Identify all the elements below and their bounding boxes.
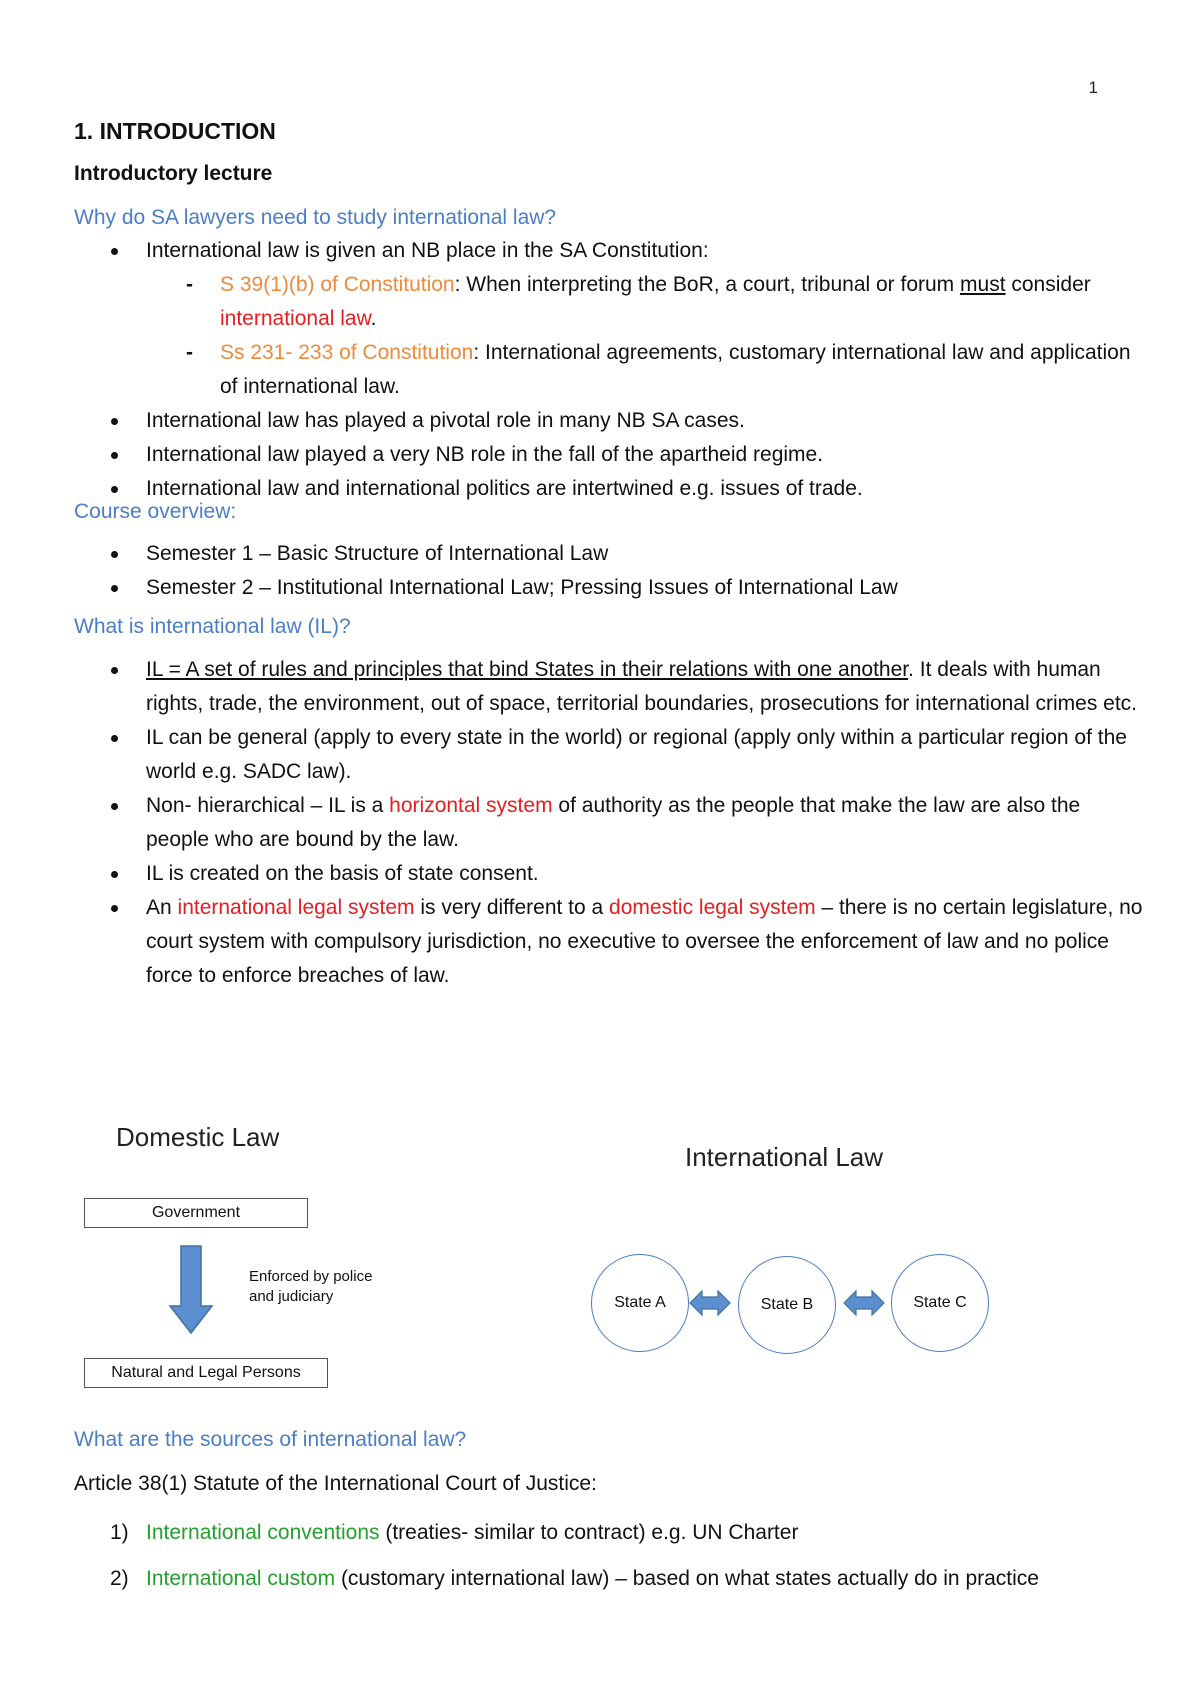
article-reference: Article 38(1) Statute of the International Court of Justice: — [74, 1472, 597, 1495]
section-reference: Ss 231- 233 of Constitution — [220, 341, 474, 364]
page-title: 1. INTRODUCTION — [74, 118, 276, 144]
state-b-circle: State B — [738, 1256, 836, 1354]
list-item: Semester 2 – Institutional International Law; Pressing Issues of International Law — [74, 571, 1144, 605]
highlight-international-law: international law — [220, 307, 371, 330]
list-item: Semester 1 – Basic Structure of International Law — [74, 537, 1144, 571]
page-number: 1 — [1088, 78, 1098, 97]
list-item: An international legal system is very different to a domestic legal system – there is no certain legislature, no court system with compulsory jurisdiction, no executive to oversee the enforcement of law and no police force to enforce breaches of law. — [74, 891, 1144, 993]
list-item: IL is created on the basis of state consent. — [74, 857, 1144, 891]
list-item: International law played a very NB role in the fall of the apartheid regime. — [74, 438, 1144, 472]
question-sources: What are the sources of international law? — [74, 1428, 467, 1451]
what-is-il-list — [74, 653, 1144, 993]
list-item: 2) International custom (customary international law) – based on what states actually do in practice — [110, 1567, 1039, 1590]
subheading: Introductory lecture — [74, 162, 273, 185]
state-a-circle: State A — [591, 1254, 689, 1352]
international-law-title: International Law — [685, 1142, 884, 1172]
question-what-is-il: What is international law (IL)? — [74, 615, 351, 638]
emphasis-must: must — [960, 273, 1006, 296]
highlight-international-legal-system: international legal system — [177, 896, 415, 919]
government-box: Government — [84, 1198, 308, 1228]
highlight-domestic-legal-system: domestic legal system — [609, 896, 816, 919]
why-study-list — [74, 234, 1144, 506]
highlight-horizontal-system: horizontal system — [389, 794, 553, 817]
list-item-text: International law is given an NB place in the SA Constitution: — [146, 239, 709, 262]
list-item: International law and international politics are intertwined e.g. issues of trade. — [74, 472, 1144, 506]
list-item — [74, 234, 1144, 404]
down-arrow-icon — [168, 1244, 214, 1336]
enforcement-note: Enforced by police and judiciary — [249, 1268, 373, 1305]
sources-list — [74, 1510, 1144, 1602]
state-c-circle: State C — [891, 1254, 989, 1352]
double-arrow-icon — [843, 1288, 885, 1318]
list-item: IL = A set of rules and principles that bind States in their relations with one another. It deals with human rights, trade, the environment, out of space, territorial boundaries, prosecutions for international crimes etc. — [74, 653, 1144, 721]
domestic-law-title: Domestic Law — [116, 1122, 280, 1152]
list-item: Non- hierarchical – IL is a horizontal system of authority as the people that make the law are also the people who are bound by the law. — [74, 789, 1144, 857]
section-reference: S 39(1)(b) of Constitution — [220, 273, 455, 296]
constitution-sublist — [146, 268, 1144, 404]
source-name: International conventions — [146, 1521, 380, 1544]
sublist-item: - Ss 231- 233 of Constitution: International agreements, customary international law and application of international law. — [146, 336, 1144, 404]
list-item: 1) International conventions (treaties- similar to contract) e.g. UN Charter — [110, 1521, 799, 1544]
source-name: International custom — [146, 1567, 336, 1590]
course-overview-list — [74, 537, 1144, 605]
list-item: International law has played a pivotal role in many NB SA cases. — [74, 404, 1144, 438]
list-item: IL can be general (apply to every state in the world) or regional (apply only within a particular region of the world e.g. SADC law). — [74, 721, 1144, 789]
question-course-overview: Course overview: — [74, 500, 237, 523]
question-why-study: Why do SA lawyers need to study international law? — [74, 206, 557, 229]
il-definition: IL = A set of rules and principles that bind States in their relations with one another — [146, 658, 909, 681]
double-arrow-icon — [689, 1288, 731, 1318]
persons-box: Natural and Legal Persons — [84, 1358, 328, 1388]
sublist-item: - S 39(1)(b) of Constitution: When interpreting the BoR, a court, tribunal or forum must consider international law. — [146, 268, 1144, 336]
